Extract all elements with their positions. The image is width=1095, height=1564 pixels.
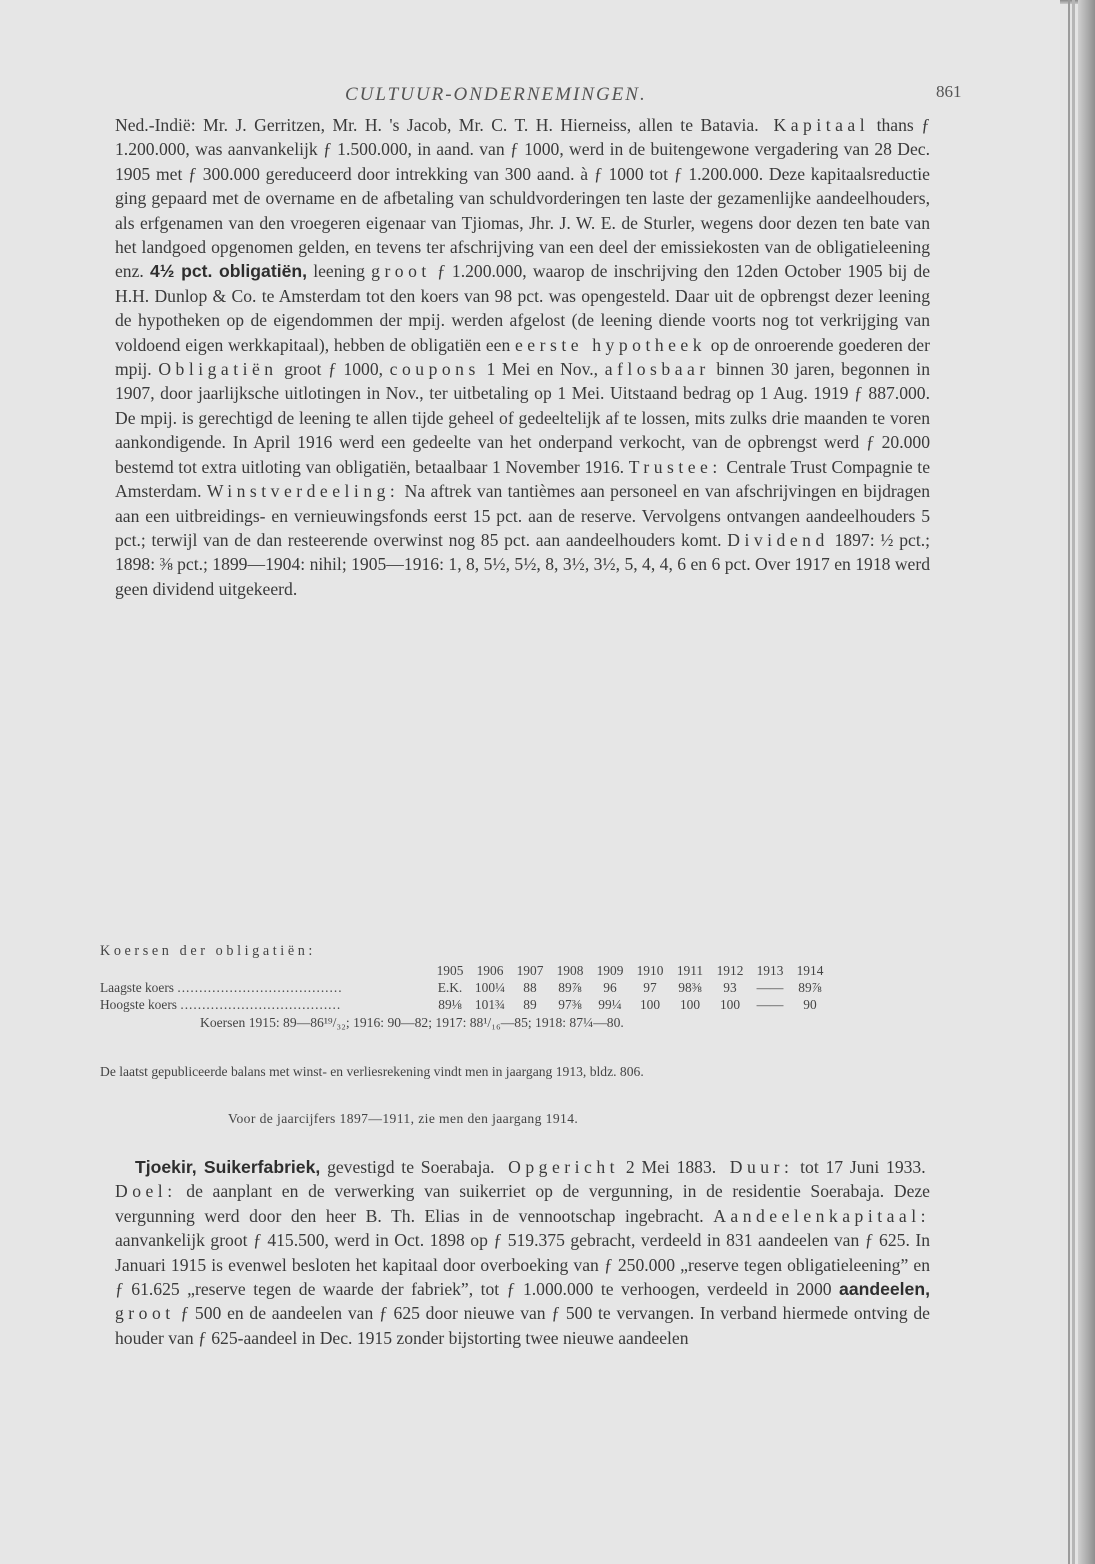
table-header-row: 1905 1906 1907 1908 1909 1910 1911 1912 1913 1914 [436,962,824,978]
balans-note: De laatst gepubliceerde balans met winst- en verliesrekening vindt men in jaargang 1913, bldz. 806. [100,1064,644,1079]
book-spine-edge [1072,0,1075,1564]
duur-label: Duur: [729,1157,794,1177]
trustee-label: Trustee: [628,456,722,477]
table-row: Laagste koers ...................................... E.K. 100¼ 88 89⅞ 96 97 98⅜ 93 —— 89⅞ [100,979,822,995]
opgericht-label: Opgericht [508,1157,620,1177]
page-number: 861 [936,82,962,101]
doel-label: Doel: [115,1181,177,1202]
koersen-extra-years: Koersen 1915: 89—86¹⁹/₃₂; 1916: 90—82; 1917: 88¹/₁₆—85; 1918: 87¼—80. [200,1015,624,1030]
running-head: CULTUUR-ONDERNEMINGEN. [345,84,647,105]
company-name: Tjoekir, Suikerfabriek, [135,1157,321,1177]
company-entry-tjiomas [115,113,930,601]
dividend-label: Dividend [727,529,829,550]
company-entry-tjoekir [115,1155,930,1350]
jaarcijfers-note: Voor de jaarcijfers 1897—1911, zie men den jaargang 1914. [228,1111,579,1126]
book-spine-edge [1068,0,1070,1564]
obligatien-heading: 4½ pct. obligatiën, [150,261,308,282]
aandeelen-heading: aandeelen, [839,1279,930,1300]
winstverdeeling-label: Winstverdeeling: [206,481,400,502]
table-row: Hoogste koers ..................................... 89⅛ 101¾ 89 97⅜ 99¼ 100 100 100 —— 90 [100,996,817,1012]
kapitaal-label: Kapitaal [773,115,870,135]
koersen-table [100,962,830,1013]
koersen-title: Koersen der obligatiën: [100,943,316,959]
book-spine-shadow [1078,0,1095,1564]
entry-body: Ned.-Indië: Mr. J. Gerritzen, Mr. H. 's Jacob, Mr. C. T. H. Hierneiss, allen te Batavia. Kapitaal thans ƒ 1.200.000, was aanvankelijk ƒ 1.500.000, in aand. van ƒ 1000, werd in de buitengewone vergadering van 28 Dec. 1905 met ƒ 300.000 gereduceerd door intrekking van 300 aand. à ƒ 1000 tot ƒ 1.200.000. Deze kapitaalsreductie ging gepaard met de overname en de afbetaling van schuldvorderingen ten laste der gezamenlijke aandeelhouders, als erfgenamen van den vroegeren eigenaar van Tjiomas, Jhr. J. W. E. de Sturler, wegens door dezen ten bate van het landgoed opgenomen gelden, en tevens ter afschrijving van een deel der emissiekosten van de obligatieleening enz. 4½ pct. obligatiën, leening groot ƒ 1.200.000, waarop de inschrijving den 12den October 1905 bij de H.H. Dunlop & Co. te Amsterdam tot den koers van 98 pct. was opengesteld. Daar uit de opbrengst dezer leening de hypotheken op de eigendommen der mpij. werden afgelost (de leening diende voorts nog tot verkrijging van voldoend eigen werkkapitaal), hebben de obligatiën een eerste hypotheek op de onroerende goederen der mpij. Obligatiën groot ƒ 1000, coupons 1 Mei en Nov., aflosbaar binnen 30 jaren, begonnen in 1907, door jaarlijksche uitlotingen in Nov., ter uitbetaling op 1 Mei. Uitstaand bedrag op 1 Aug. 1919 ƒ 887.000. De mpij. is gerechtigd de leening te allen tijde geheel of gedeeltelijk af te lossen, mits zulks drie maanden te voren aankondigende. In April 1916 werd een gedeelte van het onderpand verkocht, van de opbrengst werd ƒ 20.000 bestemd tot extra uitloting van obligatiën, betaalbaar 1 November 1916. Trustee: Centrale Trust Compagnie te Amsterdam. Winstverdeeling: Na aftrek van tantièmes aan personeel en van afschrijvingen en bijdragen aan een uitbreidings- en vernieuwingsfonds eerst 15 pct. aan de reserve. Vervolgens ontvangen aandeelhouders 5 pct.; terwijl van de dan resteerende overwinst nog 85 pct. aan aandeelhouders komt. Dividend 1897: ½ pct.; 1898: ⅜ pct.; 1899—1904: nihil; 1905—1916: 1, 8, 5½, 5½, 8, 3½, 3½, 5, 4, 4, 6 en 6 pct. Over 1917 en 1918 werd geen dividend uitgekeerd. [115,115,931,599]
aandeelenkapitaal-label: Aandeelenkapitaal: [713,1205,930,1226]
row-label: Hoogste koers [100,996,177,1012]
row-label: Laagste koers [100,979,174,995]
entry-body: Tjoekir, Suikerfabriek, gevestigd te Soerabaja. Opgericht 2 Mei 1883. Duur: tot 17 Juni 1933. Doel: de aanplant en de verwerking van suikerriet op de vergunning, in de residentie Soerabaja. Deze vergunning werd door den heer B. Th. Elias in de vennootschap ingebracht. Aandeelenkapitaal: aanvankelijk groot ƒ 415.500, werd in Oct. 1898 op ƒ 519.375 gebracht, verdeeld in 831 aandeelen van ƒ 625. In Januari 1915 is evenwel besloten het kapitaal door overboeking van ƒ 250.000 „reserve tegen obligatieleening” en ƒ 61.625 „reserve tegen de waarde der fabriek”, tot ƒ 1.000.000 te verhoogen, verdeeld in 2000 aandeelen, groot ƒ 500 en de aandeelen van ƒ 625 door nieuwe van ƒ 500 te vervangen. In verband hiermede ontving de houder van ƒ 625-aandeel in Dec. 1915 zonder bijstorting twee nieuwe aandeelen [115,1157,930,1348]
